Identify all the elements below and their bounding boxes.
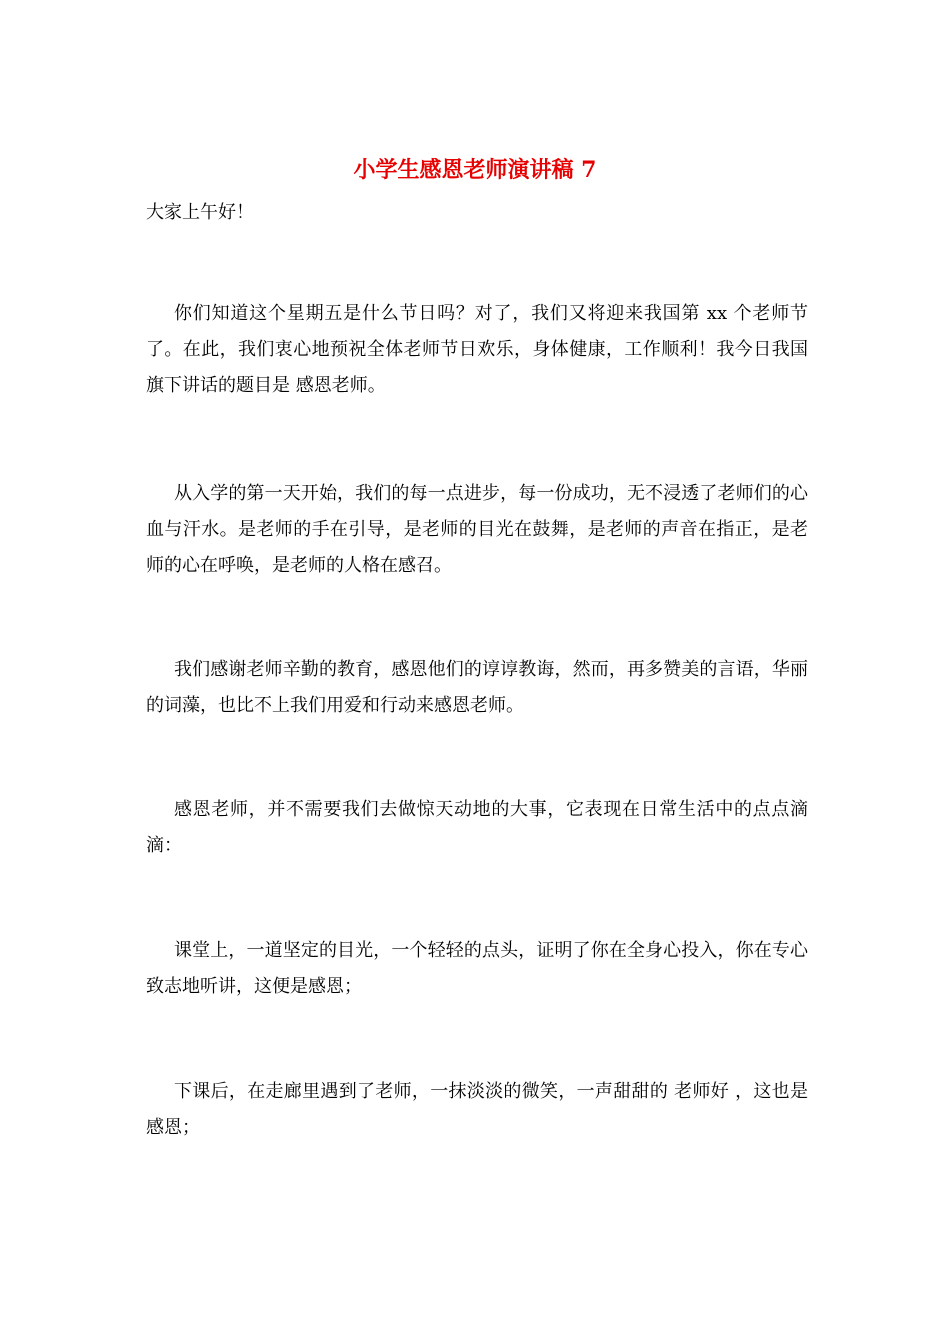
paragraph-4: 感恩老师，并不需要我们去做惊天动地的大事，它表现在日常生活中的点点滴滴：: [146, 799, 808, 856]
document-title: 小学生感恩老师演讲稿 7: [353, 157, 597, 183]
paragraph-2: 从入学的第一天开始，我们的每一点进步，每一份成功，无不浸透了老师们的心血与汗水。是老师的手在引导，是老师的目光在鼓舞，是老师的声音在指正，是老师的心在呼唤，是老师的人格在感召。: [146, 483, 808, 576]
paragraph-5: 课堂上，一道坚定的目光，一个轻轻的点头，证明了你在全身心投入，你在专心致志地听讲，这便是感恩；: [146, 940, 808, 997]
greeting-text: 大家上午好！: [146, 202, 254, 223]
paragraph-1: 你们知道这个星期五是什么节日吗？对了，我们又将迎来我国第 xx 个老师节了。在此，我们衷心地预祝全体老师节日欢乐，身体健康，工作顺利！我今日我国旗下讲话的题目是 感恩老师。: [146, 303, 808, 396]
paragraph-6: 下课后，在走廊里遇到了老师，一抹淡淡的微笑，一声甜甜的 老师好 ，这也是感恩；: [146, 1081, 808, 1138]
paragraph-3: 我们感谢老师辛勤的教育，感恩他们的谆谆教诲，然而，再多赞美的言语，华丽的词藻，也比不上我们用爱和行动来感恩老师。: [146, 659, 808, 716]
